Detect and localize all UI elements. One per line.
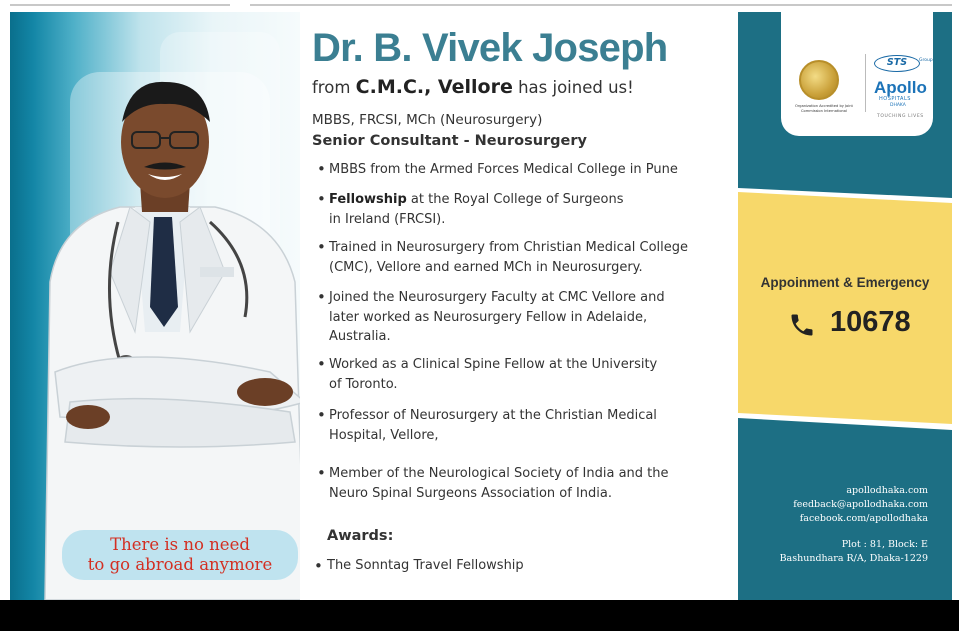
sts-group-label: Group [919, 58, 933, 63]
doctor-info [300, 12, 738, 600]
list-item-text: later worked as Neurosurgery Fellow in Adelaide, [329, 309, 648, 325]
joined-line [312, 76, 634, 98]
logo-divider [865, 54, 866, 112]
list-item-text: Trained in Neurosurgery from Christian Medical College [329, 240, 688, 255]
list-item-text-line [329, 190, 725, 210]
frame-line [250, 4, 952, 6]
list-item [315, 464, 725, 503]
list-item [315, 288, 725, 347]
bullet-dot: • [317, 238, 326, 256]
list-item-text: Member of the Neurological Society of India and the [329, 466, 669, 481]
list-item-text: Professor of Neurosurgery at the Christian Medical [329, 408, 657, 423]
list-item [315, 355, 725, 394]
bullet-dot: • [317, 355, 326, 373]
list-item-text: of Toronto. [329, 376, 398, 392]
bullet-dot: • [317, 160, 326, 178]
facebook-link[interactable]: facebook.com/apollodhaka [799, 513, 928, 524]
doctor-role: Senior Consultant - Neurosurgery [312, 133, 587, 149]
apollo-tagline: TOUCHING LIVES [877, 114, 924, 119]
list-item [315, 190, 725, 229]
tagline-line-2: to go abroad anymore [87, 555, 273, 574]
bullet-dot: • [317, 190, 326, 208]
tagline-line-1: There is no need [110, 535, 250, 554]
list-item [315, 406, 725, 445]
apollo-logo: Apollo [874, 78, 927, 97]
list-item-bold: Fellowship [329, 192, 407, 207]
apollo-hospitals-label: HOSPITALS [879, 96, 911, 102]
award-item [314, 558, 524, 573]
phone-number: 10678 [830, 306, 911, 338]
bullet-dot: • [317, 464, 326, 482]
apollo-dhaka-label: DHAKA [890, 103, 906, 108]
email-link[interactable]: feedback@apollodhaka.com [793, 499, 928, 510]
list-item-text: Australia. [329, 329, 391, 344]
address-line-2: Bashundhara R/A, Dhaka-1229 [779, 553, 928, 564]
contact-column [738, 12, 952, 600]
list-item [315, 238, 725, 277]
doctor-name: Dr. B. Vivek Joseph [312, 26, 668, 70]
website-link[interactable]: apollodhaka.com [846, 485, 928, 496]
joined-prefix: from [312, 78, 351, 97]
awards-heading: Awards: [327, 528, 394, 544]
appointment-label: Appoinment & Emergency [760, 275, 930, 290]
list-item-text: Joined the Neurosurgery Faculty at CMC Vellore and [329, 290, 665, 305]
bullet-dot: • [317, 406, 326, 424]
list-item-text: Worked as a Clinical Spine Fellow at the University [329, 357, 658, 372]
sts-logo: STS [874, 55, 920, 72]
list-item-text: Neuro Spinal Surgeons Association of India. [329, 485, 612, 501]
list-item-text: in Ireland (FRCSI). [329, 211, 446, 227]
frame-line [10, 4, 230, 6]
list-item-text: MBBS from the Armed Forces Medical College in Pune [329, 162, 678, 177]
joined-institution: C.M.C., Vellore [355, 76, 513, 98]
award-item-text: The Sonntag Travel Fellowship [327, 558, 524, 573]
bullet-dot: • [317, 288, 326, 306]
phone-icon [788, 311, 816, 339]
list-item [315, 160, 725, 180]
bullet-dot: • [314, 557, 323, 575]
seal-caption: Organization Accredited by Joint Commission International [795, 104, 853, 113]
doctor-degrees: MBBS, FRCSI, MCh (Neurosurgery) [312, 112, 543, 128]
address-line-1: Plot : 81, Block: E [841, 539, 928, 550]
list-item-text: at the Royal College of Surgeons [406, 192, 624, 207]
tagline-banner [62, 530, 298, 580]
list-item-text: (CMC), Vellore and earned MCh in Neurosurgery. [329, 259, 643, 275]
doctor-portrait [40, 72, 300, 600]
accreditation-seal-icon [799, 60, 839, 100]
hospital-logo-card [781, 12, 933, 136]
doctor-photo-panel [10, 12, 300, 600]
joined-suffix: has joined us! [518, 78, 634, 97]
list-item-text: Hospital, Vellore, [329, 427, 439, 443]
